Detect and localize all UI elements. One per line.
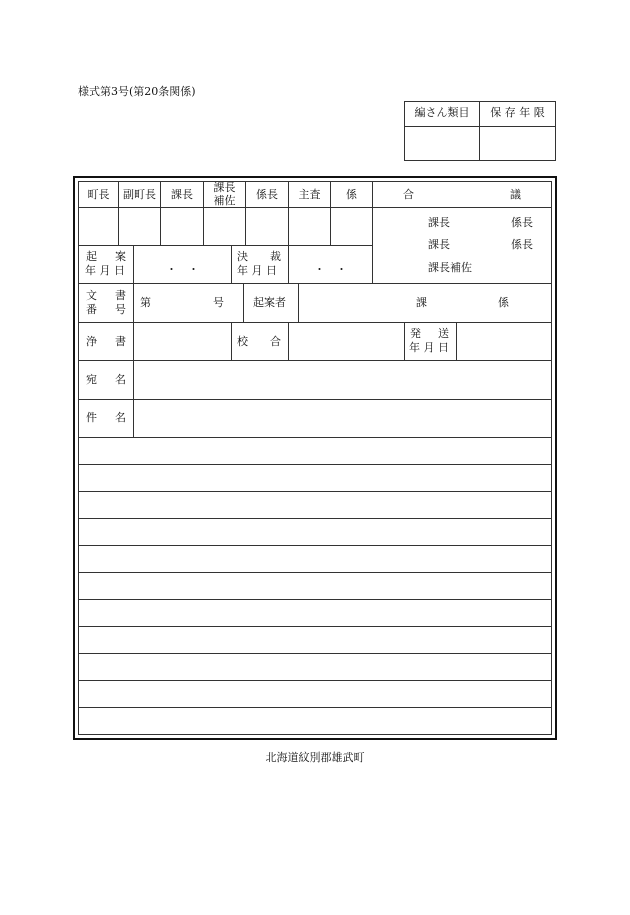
line-date-row: [78, 283, 552, 284]
docnum-label-d: 号: [115, 303, 126, 316]
footer-town-name: 北海道紋別郡雄武町: [265, 751, 365, 764]
stamp-kakaricho[interactable]: [246, 208, 288, 245]
filing-retention-label: 保 存 年 限: [490, 106, 545, 119]
header-cho: 町長: [87, 188, 110, 201]
header-gogi-2: 議: [510, 188, 521, 201]
col-line: [133, 283, 134, 322]
draft-label-a: 起: [86, 250, 97, 263]
docnum-prefix: 第: [140, 296, 151, 309]
docnum-label-c: 番: [86, 303, 97, 316]
stamp-cho[interactable]: [79, 208, 118, 245]
consult-row2-left: 課長: [428, 238, 450, 251]
col-line-consult: [372, 181, 373, 283]
addressee-label-a: 宛: [86, 373, 97, 386]
dispatch-date-field[interactable]: [457, 323, 552, 360]
consult-row3-left: 課長補佐: [428, 261, 472, 274]
docnum-field[interactable]: [155, 290, 210, 314]
subject-field[interactable]: [134, 400, 552, 437]
decision-label-a: 決: [237, 250, 248, 263]
proofread-label-b: 合: [270, 335, 281, 348]
draft-date-field[interactable]: ・ ・: [166, 263, 199, 276]
header-fukucho: 副町長: [123, 188, 156, 201]
docnum-suffix: 号: [213, 296, 224, 309]
col-line: [231, 322, 232, 360]
dispatch-label-b: 送: [438, 327, 449, 340]
stamp-kakari[interactable]: [331, 208, 372, 245]
docnum-label-a: 文: [86, 289, 97, 302]
header-kacho-hosa-2: 補佐: [213, 194, 236, 207]
subject-label-a: 件: [86, 411, 97, 424]
clean-copy-field[interactable]: [134, 323, 231, 360]
drafter-ka: 課: [416, 296, 427, 309]
col-line: [243, 283, 244, 322]
header-kacho: 課長: [171, 188, 193, 201]
stamp-fukucho[interactable]: [119, 208, 160, 245]
draft-label-date: 年 月 日: [85, 264, 125, 277]
header-gogi-1: 合: [403, 188, 414, 201]
consult-row2-right: 係長: [511, 238, 533, 251]
clean-label-b: 書: [115, 335, 126, 348]
stamp-kacho[interactable]: [161, 208, 203, 245]
col-line: [231, 245, 232, 283]
proofread-label-a: 校: [237, 335, 248, 348]
subject-label-b: 名: [115, 411, 126, 424]
draft-label-b: 案: [115, 250, 126, 263]
filing-retention-field[interactable]: [480, 127, 555, 160]
filing-category-field[interactable]: [405, 127, 479, 160]
filing-category-label: 編さん類目: [414, 106, 470, 119]
drafter-label: 起案者: [253, 296, 286, 309]
body-text-area[interactable]: [79, 438, 552, 734]
stamp-shusa[interactable]: [289, 208, 330, 245]
docnum-label-b: 書: [115, 289, 126, 302]
addressee-field[interactable]: [134, 361, 552, 399]
decision-label-b: 裁: [270, 250, 281, 263]
line-stamp-row: [78, 245, 372, 246]
decision-label-date: 年 月 日: [237, 264, 277, 277]
stamp-kacho-hosa[interactable]: [204, 208, 245, 245]
decision-date-field[interactable]: ・ ・: [314, 263, 347, 276]
addressee-label-b: 名: [115, 373, 126, 386]
dispatch-label-a: 発: [410, 327, 421, 340]
header-shusa: 主査: [298, 188, 321, 201]
header-kakari: 係: [346, 188, 357, 201]
clean-label-a: 浄: [86, 335, 97, 348]
drafter-kakari: 係: [498, 296, 509, 309]
consult-row1-left: 課長: [428, 216, 450, 229]
header-kakaricho: 係長: [256, 188, 278, 201]
consult-row1-right: 係長: [511, 216, 533, 229]
form-number: 様式第3号(第20条関係): [78, 85, 196, 98]
proofread-field[interactable]: [289, 323, 404, 360]
header-kacho-hosa-1: 課長: [213, 181, 236, 194]
col-line: [404, 322, 405, 360]
dispatch-label-date: 年 月 日: [409, 341, 449, 354]
col-line: [298, 283, 299, 322]
